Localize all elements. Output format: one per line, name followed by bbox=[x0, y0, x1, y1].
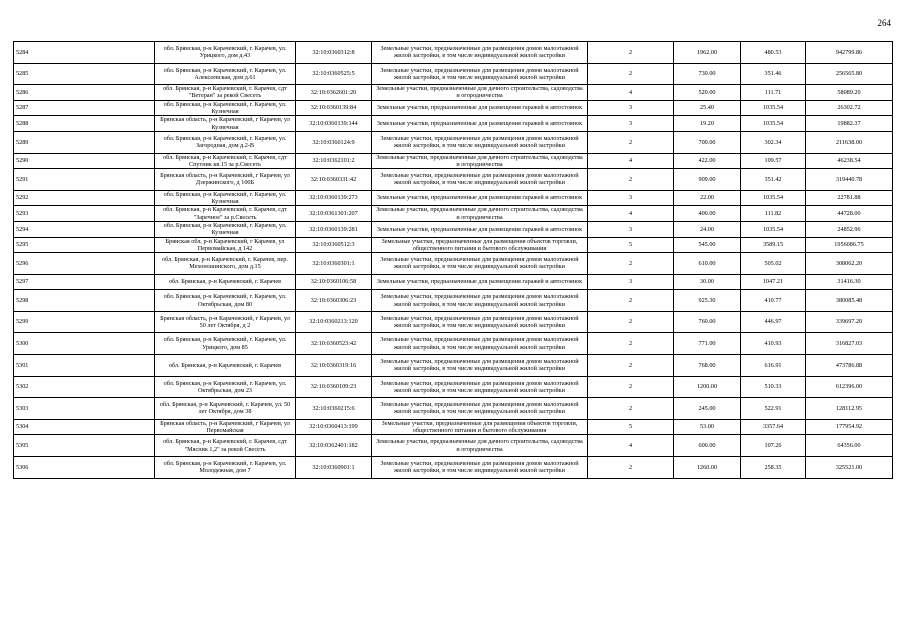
area-cell: 760.00 bbox=[674, 311, 741, 333]
table-row bbox=[14, 456, 893, 478]
land-use-cell: Земельные участки, предназначенные для размещения домов малоэтажной жилой застройки, в том числе индивидуальной жилой застройки bbox=[372, 290, 588, 312]
cadastral-value-cell: 58089.20 bbox=[806, 85, 893, 101]
group-cell: 3 bbox=[588, 116, 674, 132]
area-cell: 53.00 bbox=[674, 419, 741, 435]
address-cell: обл. Брянская, р-н Карачевский, г. Карачев, ул. Урицкого, дом д.43 bbox=[155, 42, 296, 64]
table-row bbox=[14, 63, 893, 85]
cadastral-value-cell: 316827.03 bbox=[806, 333, 893, 355]
area-cell: 25.40 bbox=[674, 100, 741, 116]
cadastral-value-cell: 380085.48 bbox=[806, 290, 893, 312]
group-cell: 4 bbox=[588, 435, 674, 457]
land-use-cell: Земельные участки, предназначенные для дачного строительства, садоводства и огородничества bbox=[372, 153, 588, 169]
group-cell: 2 bbox=[588, 42, 674, 64]
specific-value-cell: 1035.54 bbox=[741, 221, 806, 237]
cadastral-number-cell: 32:10:0360413:199 bbox=[296, 419, 372, 435]
row-number: 5297 bbox=[14, 274, 155, 290]
cadastral-number-cell: 32:10:0360301:1 bbox=[296, 253, 372, 275]
row-number: 5302 bbox=[14, 376, 155, 398]
table-row bbox=[14, 398, 893, 420]
land-use-cell: Земельные участки, предназначенные для размещения домов малоэтажной жилой застройки, в том числе индивидуальной жилой застройки bbox=[372, 311, 588, 333]
group-cell: 4 bbox=[588, 153, 674, 169]
cadastral-value-cell: 46238.54 bbox=[806, 153, 893, 169]
row-number: 5285 bbox=[14, 63, 155, 85]
row-number: 5305 bbox=[14, 435, 155, 457]
land-use-cell: Земельные участки, предназначенные для дачного строительства, садоводства и огородничества bbox=[372, 435, 588, 457]
row-number: 5291 bbox=[14, 169, 155, 191]
specific-value-cell: 109.57 bbox=[741, 153, 806, 169]
cadastral-value-cell: 44728.00 bbox=[806, 206, 893, 222]
specific-value-cell: 522.91 bbox=[741, 398, 806, 420]
address-cell: обл. Брянская, р-н Карачевский, г. Карачев, ул. Октябрьская, дом 80 bbox=[155, 290, 296, 312]
table-row bbox=[14, 311, 893, 333]
address-cell: обл. Брянская, р-н Карачевский, г. Карачев, ул. Молодежная, дом 7 bbox=[155, 456, 296, 478]
group-cell: 5 bbox=[588, 237, 674, 253]
address-cell: обл. Брянская, р-н Карачевский, г. Карачев, ул. Кузнечная bbox=[155, 100, 296, 116]
cadastral-value-cell: 1956086.75 bbox=[806, 237, 893, 253]
address-cell: Брянская область, р-н Карачевский, г Карачев, ул Дзержинского, д 100Б bbox=[155, 169, 296, 191]
row-number: 5296 bbox=[14, 253, 155, 275]
land-use-cell: Земельные участки, предназначенные для размещения домов малоэтажной жилой застройки, в том числе индивидуальной жилой застройки bbox=[372, 333, 588, 355]
cadastral-number-cell: 32:10:0360139:273 bbox=[296, 190, 372, 206]
land-use-cell: Земельные участки, предназначенные для размещения домов малоэтажной жилой застройки, в том числе индивидуальной жилой застройки bbox=[372, 456, 588, 478]
specific-value-cell: 1035.54 bbox=[741, 100, 806, 116]
table-row bbox=[14, 435, 893, 457]
cadastral-number-cell: 32:10:0362101:2 bbox=[296, 153, 372, 169]
cadastral-value-cell: 26302.72 bbox=[806, 100, 893, 116]
specific-value-cell: 410.93 bbox=[741, 333, 806, 355]
address-cell: обл. Брянская, р-н Карачевский, г. Карачев, ул. Кузнечная bbox=[155, 221, 296, 237]
cadastral-value-cell: 128112.95 bbox=[806, 398, 893, 420]
cadastral-value-cell: 64356.00 bbox=[806, 435, 893, 457]
cadastral-value-cell: 612396.00 bbox=[806, 376, 893, 398]
row-number: 5292 bbox=[14, 190, 155, 206]
cadastral-value-cell: 308062.20 bbox=[806, 253, 893, 275]
cadastral-number-cell: 32:10:0360523:42 bbox=[296, 333, 372, 355]
group-cell: 5 bbox=[588, 419, 674, 435]
cadastral-number-cell: 32:10:0360512:3 bbox=[296, 237, 372, 253]
table-row bbox=[14, 169, 893, 191]
specific-value-cell: 410.77 bbox=[741, 290, 806, 312]
address-cell: обл. Брянская, р-н Карачевский, г. Карачев, ул. Алексеевская, дом д.61 bbox=[155, 63, 296, 85]
address-cell: обл. Брянская, р-н Карачевский, г. Карачев, сдт "Мясник 1,2" за рекой Свесеть bbox=[155, 435, 296, 457]
address-cell: Брянская обл, р-н Карачевский, г Карачев, ул Первомайская, д 142 bbox=[155, 237, 296, 253]
area-cell: 24.00 bbox=[674, 221, 741, 237]
row-number: 5289 bbox=[14, 131, 155, 153]
group-cell: 2 bbox=[588, 169, 674, 191]
address-cell: обл. Брянская, р-н Карачевский, г. Карачев, ул. Кузнечная bbox=[155, 190, 296, 206]
address-cell: обл. Брянская, р-н Карачевский, г. Карачев bbox=[155, 274, 296, 290]
cadastral-value-cell: 319440.78 bbox=[806, 169, 893, 191]
specific-value-cell: 616.91 bbox=[741, 355, 806, 377]
land-use-cell: Земельные участки, предназначенные для размещения домов малоэтажной жилой застройки, в том числе индивидуальной жилой застройки bbox=[372, 42, 588, 64]
row-number: 5284 bbox=[14, 42, 155, 64]
row-number: 5294 bbox=[14, 221, 155, 237]
cadastral-number-cell: 32:10:0360525:5 bbox=[296, 63, 372, 85]
cadastral-value-cell: 325521.00 bbox=[806, 456, 893, 478]
land-use-cell: Земельные участки, предназначенные для размещения домов малоэтажной жилой застройки, в том числе индивидуальной жилой застройки bbox=[372, 63, 588, 85]
address-cell: обл. Брянская, р-н Карачевский, г. Карачев, сдт "Ветеран" за рекой Свесеть bbox=[155, 85, 296, 101]
land-use-cell: Земельные участки, предназначенные для размещения гаражей и автостоянок bbox=[372, 116, 588, 132]
area-cell: 400.00 bbox=[674, 206, 741, 222]
group-cell: 2 bbox=[588, 253, 674, 275]
table-row bbox=[14, 419, 893, 435]
table-row bbox=[14, 221, 893, 237]
cadastral-value-cell: 942799.86 bbox=[806, 42, 893, 64]
area-cell: 768.00 bbox=[674, 355, 741, 377]
cadastral-number-cell: 32:10:0360319:16 bbox=[296, 355, 372, 377]
specific-value-cell: 510.33 bbox=[741, 376, 806, 398]
cadastral-number-cell: 32:10:0360139:144 bbox=[296, 116, 372, 132]
specific-value-cell: 3357.64 bbox=[741, 419, 806, 435]
row-number: 5295 bbox=[14, 237, 155, 253]
area-cell: 520.00 bbox=[674, 85, 741, 101]
area-cell: 610.00 bbox=[674, 253, 741, 275]
cadastral-value-cell: 339697.20 bbox=[806, 311, 893, 333]
cadastral-value-cell: 19882.37 bbox=[806, 116, 893, 132]
land-use-cell: Земельные участки, предназначенные для размещения гаражей и автостоянок bbox=[372, 221, 588, 237]
land-use-cell: Земельные участки, предназначенные для размещения домов малоэтажной жилой застройки, в том числе индивидуальной жилой застройки bbox=[372, 398, 588, 420]
address-cell: обл. Брянская, р-н Карачевский, г. Карачев, сдт Спутник кв.15 за р.Свесеть bbox=[155, 153, 296, 169]
table-body bbox=[14, 42, 893, 479]
specific-value-cell: 480.53 bbox=[741, 42, 806, 64]
table-row bbox=[14, 100, 893, 116]
address-cell: Брянская область, р-н Карачевский, г Карачев, ул Первомайская bbox=[155, 419, 296, 435]
area-cell: 19.20 bbox=[674, 116, 741, 132]
land-use-cell: Земельные участки, предназначенные для размещения домов малоэтажной жилой застройки, в том числе индивидуальной жилой застройки bbox=[372, 253, 588, 275]
area-cell: 30.00 bbox=[674, 274, 741, 290]
cadastral-number-cell: 32:10:0360139:84 bbox=[296, 100, 372, 116]
table-row bbox=[14, 237, 893, 253]
cadastral-value-cell: 256565.80 bbox=[806, 63, 893, 85]
table-row bbox=[14, 333, 893, 355]
group-cell: 2 bbox=[588, 398, 674, 420]
cadastral-value-cell: 177954.92 bbox=[806, 419, 893, 435]
row-number: 5303 bbox=[14, 398, 155, 420]
row-number: 5306 bbox=[14, 456, 155, 478]
area-cell: 245.00 bbox=[674, 398, 741, 420]
cadastral-number-cell: 32:10:0360109:23 bbox=[296, 376, 372, 398]
cadastral-number-cell: 32:10:0360312:8 bbox=[296, 42, 372, 64]
page-number: 264 bbox=[877, 18, 891, 28]
land-use-cell: Земельные участки, предназначенные для размещения гаражей и автостоянок bbox=[372, 100, 588, 116]
row-number: 5300 bbox=[14, 333, 155, 355]
land-use-cell: Земельные участки, предназначенные для размещения гаражей и автостоянок bbox=[372, 274, 588, 290]
table-row bbox=[14, 42, 893, 64]
row-number: 5288 bbox=[14, 116, 155, 132]
cadastral-number-cell: 32:10:0362401:182 bbox=[296, 435, 372, 457]
land-use-cell: Земельные участки, предназначенные для дачного строительства, садоводства и огородничества bbox=[372, 85, 588, 101]
area-cell: 1200.00 bbox=[674, 376, 741, 398]
land-use-cell: Земельные участки, предназначенные для размещения домов малоэтажной жилой застройки, в том числе индивидуальной жилой застройки bbox=[372, 376, 588, 398]
row-number: 5301 bbox=[14, 355, 155, 377]
table-row bbox=[14, 274, 893, 290]
land-use-cell: Земельные участки, предназначенные для размещения домов малоэтажной жилой застройки, в том числе индивидуальной жилой застройки bbox=[372, 169, 588, 191]
cadastral-number-cell: 32:10:0360331:42 bbox=[296, 169, 372, 191]
cadastral-value-cell: 31416.30 bbox=[806, 274, 893, 290]
cadastral-number-cell: 32:10:0360306:23 bbox=[296, 290, 372, 312]
group-cell: 2 bbox=[588, 333, 674, 355]
address-cell: обл. Брянская, р-н Карачевский, г. Карачев, ул. 50 лет Октября, дом 38 bbox=[155, 398, 296, 420]
group-cell: 4 bbox=[588, 206, 674, 222]
land-use-cell: Земельные участки, предназначенные для размещения объектов торговли, общественного питания и бытового обслуживания bbox=[372, 419, 588, 435]
land-use-cell: Земельные участки, предназначенные для размещения гаражей и автостоянок bbox=[372, 190, 588, 206]
group-cell: 2 bbox=[588, 376, 674, 398]
land-use-cell: Земельные участки, предназначенные для размещения домов малоэтажной жилой застройки, в том числе индивидуальной жилой застройки bbox=[372, 131, 588, 153]
specific-value-cell: 351.42 bbox=[741, 169, 806, 191]
specific-value-cell: 258.35 bbox=[741, 456, 806, 478]
area-cell: 909.00 bbox=[674, 169, 741, 191]
group-cell: 2 bbox=[588, 131, 674, 153]
land-use-cell: Земельные участки, предназначенные для размещения домов малоэтажной жилой застройки, в том числе индивидуальной жилой застройки bbox=[372, 355, 588, 377]
address-cell: Брянская область, р-н Карачевский, г Карачев, ул Кузнечная bbox=[155, 116, 296, 132]
table-row bbox=[14, 85, 893, 101]
address-cell: обл. Брянская, р-н Карачевский, г. Карачев, сдт "Заречное" за р.Свесеть bbox=[155, 206, 296, 222]
cadastral-number-cell: 32:10:0360106:58 bbox=[296, 274, 372, 290]
address-cell: обл. Брянская, р-н Карачевский, г. Карачев, ул. Загородная, дом д.2-В bbox=[155, 131, 296, 153]
row-number: 5286 bbox=[14, 85, 155, 101]
cadastral-number-cell: 32:10:0360213:120 bbox=[296, 311, 372, 333]
area-cell: 545.00 bbox=[674, 237, 741, 253]
area-cell: 1962.00 bbox=[674, 42, 741, 64]
area-cell: 771.00 bbox=[674, 333, 741, 355]
specific-value-cell: 1047.21 bbox=[741, 274, 806, 290]
area-cell: 925.30 bbox=[674, 290, 741, 312]
cadastral-number-cell: 32:10:0361301:207 bbox=[296, 206, 372, 222]
area-cell: 700.00 bbox=[674, 131, 741, 153]
group-cell: 2 bbox=[588, 355, 674, 377]
specific-value-cell: 111.71 bbox=[741, 85, 806, 101]
table-row bbox=[14, 290, 893, 312]
row-number: 5290 bbox=[14, 153, 155, 169]
row-number: 5299 bbox=[14, 311, 155, 333]
area-cell: 600.00 bbox=[674, 435, 741, 457]
cadastral-number-cell: 32:10:0360124:9 bbox=[296, 131, 372, 153]
group-cell: 3 bbox=[588, 100, 674, 116]
table-row bbox=[14, 116, 893, 132]
specific-value-cell: 351.46 bbox=[741, 63, 806, 85]
specific-value-cell: 302.34 bbox=[741, 131, 806, 153]
row-number: 5293 bbox=[14, 206, 155, 222]
address-cell: обл. Брянская, р-н Карачевский, г. Карачев, пер. Мехоношинского, дом д.15 bbox=[155, 253, 296, 275]
cadastral-value-cell: 473786.88 bbox=[806, 355, 893, 377]
area-cell: 422.00 bbox=[674, 153, 741, 169]
address-cell: обл. Брянская, р-н Карачевский, г. Карачев, ул. Октябрьская, дом 23 bbox=[155, 376, 296, 398]
specific-value-cell: 3589.15 bbox=[741, 237, 806, 253]
table-row bbox=[14, 206, 893, 222]
specific-value-cell: 505.02 bbox=[741, 253, 806, 275]
specific-value-cell: 446.97 bbox=[741, 311, 806, 333]
specific-value-cell: 111.82 bbox=[741, 206, 806, 222]
cadastral-value-cell: 24852.96 bbox=[806, 221, 893, 237]
specific-value-cell: 1035.54 bbox=[741, 116, 806, 132]
cadastral-value-cell: 211638.00 bbox=[806, 131, 893, 153]
group-cell: 3 bbox=[588, 274, 674, 290]
table-row bbox=[14, 153, 893, 169]
group-cell: 2 bbox=[588, 63, 674, 85]
area-cell: 1260.00 bbox=[674, 456, 741, 478]
group-cell: 2 bbox=[588, 290, 674, 312]
cadastral-number-cell: 32:10:0360215:6 bbox=[296, 398, 372, 420]
area-cell: 730.00 bbox=[674, 63, 741, 85]
group-cell: 4 bbox=[588, 85, 674, 101]
table-row bbox=[14, 131, 893, 153]
cadastral-number-cell: 32:10:0362601:20 bbox=[296, 85, 372, 101]
address-cell: Брянская область, р-н Карачевский, г Карачев, ул 50 лет Октября, д 2 bbox=[155, 311, 296, 333]
cadastral-number-cell: 32:10:0360139:281 bbox=[296, 221, 372, 237]
row-number: 5304 bbox=[14, 419, 155, 435]
area-cell: 22.00 bbox=[674, 190, 741, 206]
specific-value-cell: 107.26 bbox=[741, 435, 806, 457]
cadastral-number-cell: 32:10:0360901:1 bbox=[296, 456, 372, 478]
address-cell: обл. Брянская, р-н Карачевский, г. Карачев, ул. Урицкого, дом 85 bbox=[155, 333, 296, 355]
land-registry-table bbox=[13, 41, 893, 479]
table-row bbox=[14, 376, 893, 398]
group-cell: 3 bbox=[588, 190, 674, 206]
table-row bbox=[14, 355, 893, 377]
row-number: 5287 bbox=[14, 100, 155, 116]
cadastral-value-cell: 22781.88 bbox=[806, 190, 893, 206]
group-cell: 3 bbox=[588, 221, 674, 237]
table-row bbox=[14, 253, 893, 275]
land-use-cell: Земельные участки, предназначенные для дачного строительства, садоводства и огородничества bbox=[372, 206, 588, 222]
land-use-cell: Земельные участки, предназначенные для размещения объектов торговли, общественного питания и бытового обслуживания bbox=[372, 237, 588, 253]
table-row bbox=[14, 190, 893, 206]
row-number: 5298 bbox=[14, 290, 155, 312]
group-cell: 2 bbox=[588, 311, 674, 333]
address-cell: обл. Брянская, р-н Карачевский, г. Карачев bbox=[155, 355, 296, 377]
group-cell: 2 bbox=[588, 456, 674, 478]
specific-value-cell: 1035.54 bbox=[741, 190, 806, 206]
